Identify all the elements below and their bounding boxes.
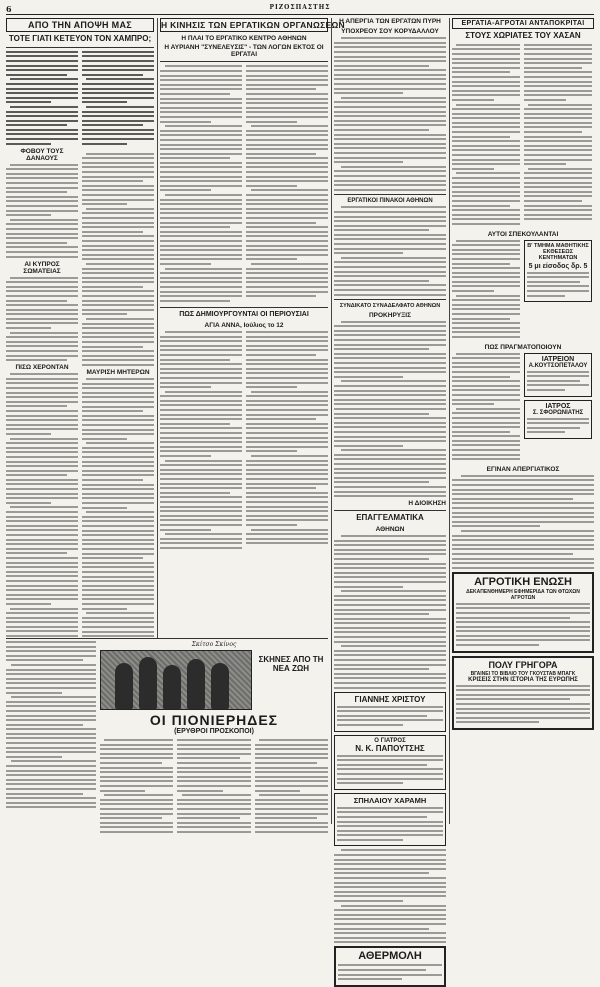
article-text [334,849,446,943]
article-text [452,240,520,341]
advertisement [524,240,592,303]
ad-title: ΠΟΛΥ ΓΡΗΓΟΡΑ [488,659,558,670]
ad-title: ΙΑΤΡΟΣ [545,402,571,410]
advertisement [452,656,594,730]
feature-side-title: ΣΚΗΝΕΣ ΑΠΟ ΤΗ ΝΕΑ ΖΩΗ [258,655,324,673]
ad-subtitle: ΒΓΑΙΝΕΙ ΤΟ ΒΙΒΛΙΟ ΤΟΥ ΓΚΟΥΣΤΑΒ ΜΠΑΓΚ [470,670,576,677]
article-text [334,321,446,498]
ad-name: ΑΘΕΡΜΟΛΗ [358,950,422,963]
article-headline: ΤΟΤΕ ΓΙΑΤΙ ΚΕΤΕΥΟΝ ΤΟΝ ΧΑΜΠΡΟ; [8,34,152,43]
subheading: ΠΙΣΩ ΧΕΡΟΝΤΑΝ [15,364,69,372]
article-text [255,739,328,835]
ad-name: Σ. ΣΦΟΡΩΝΙΑΤΗΣ [532,409,584,416]
article-headline: Η ΑΠΕΡΓΙΑ ΤΩΝ ΕΡΓΑΤΩΝ ΠΥΡΗ [339,18,441,25]
article-headline: ΠΩΣ ΔΗΜΙΟΥΡΓΟΥΝΤΑΙ ΟΙ ΠΕΡΙΟΥΣΙΑΙ [179,311,309,319]
section-heading: ΕΠΑΓΓΕΛΜΑΤΙΚΑ [356,513,424,523]
ad-subtitle: ΚΡΙΣΕΙΣ ΣΤΗΝ ΙΣΤΟΡΙΑ ΤΗΣ ΕΥΡΩΠΗΣ [468,676,578,683]
organizations-banner: Η ΚΙΝΗΣΙΣ ΤΩΝ ΕΡΓΑΤΙΚΩΝ ΟΡΓΑΝΩΣΕΩΝ [161,20,345,30]
article-text [82,51,154,145]
article-text [177,739,250,835]
ad-subtitle: ΔΕΚΑΠΕΝΘΗΜΕΡΗ ΕΦΗΜΕΡΙΔΑ ΤΩΝ ΦΤΩΧΩΝ ΑΓΡΟΤΩΝ [466,588,580,601]
article-text [100,739,173,835]
pioneers-feature [6,638,328,824]
lead-subheadline: Η ΑΥΡΙΑΝΗ "ΣΥΝΕΛΕΥΣΙΣ" - ΤΩΝ ΛΟΓΩΝ ΕΚΤΟΣ ΟΙ ΕΡΓΑΤΑΙ [164,44,324,59]
page-number: 6 [6,4,12,14]
article-text [452,353,520,463]
ad-name: Α.ΚΟΥΤΣΟΠΕΤΑΛΟΥ [528,362,588,369]
article-text [160,65,242,304]
subheading: ΑΙ ΚΥΠΡΟΣ ΣΩΜΑΤΕΙΑΣ [23,260,61,275]
advertisement [334,692,446,732]
subheading: ΜΑΥΡΙΣΗ ΜΗΤΕΡΩΝ [86,368,150,376]
ad-title: Ο ΓΙΑΤΡΟΣ [374,737,406,744]
subheading: ΑΥΤΟΙ ΣΠΕΚΟΥΛΑΝΤΑΙ [487,230,559,238]
advertisement [452,572,594,653]
advertisement [334,735,446,790]
article-headline: ΣΤΟΥΣ ΧΩΡΙΑΤΕΣ ΤΟΥ ΧΑΣΑΝ [465,31,581,40]
advertisement [524,353,592,397]
article-text [452,475,594,569]
column-5 [452,18,594,824]
advertisement [524,400,592,439]
ad-title: Β' ΤΜΗΜΑ ΜΑΘΗΤΙΚΗΣ ΕΚΘΕΣΕΩΣ ΚΕΝΤΗΜΑΤΩΝ [527,242,589,261]
article-text [334,206,446,295]
article-text [524,44,592,228]
lead-headline: Η ΠΛΑΙ ΤΟ ΕΡΓΑΤΙΚΟ ΚΕΝΤΡΟ ΑΘΗΝΩΝ [181,35,307,42]
ad-name: ΓΙΑΝΝΗΣ ΧΡΙΣΤΟΥ [354,694,426,704]
advertisement [334,793,446,847]
signature: Η ΔΙΟΙΚΗΣΗ [408,500,446,508]
subheading: ΦΟΒΟΥ ΤΟΥΣ ΔΑΝΑΟΥΣ [20,147,64,162]
feature-title: ΟΙ ΠΙΟΝΙΕΡΗΔΕΣ [149,712,279,728]
article-text [6,51,78,145]
correspondents-banner: ΕΡΓΑΤΙΑ-ΑΓΡΟΤΑΙ ΑΝΤΑΠΟΚΡΙΤΑΙ [452,18,594,29]
column-4 [334,18,446,963]
article-text [6,164,78,258]
newspaper-page [6,4,594,963]
subheading: ΠΩΣ ΠΡΑΓΜΑΤΟΠΟΙΟΥΝ [484,343,562,351]
article-headline: ΣΥΝΔΙΚΑΤΟ ΣΥΝΑΔΕΛΦΑΤΟ ΑΘΗΝΩΝ [339,302,441,309]
subheading: ΕΓΙΝΑΝ ΑΠΕΡΓΙΑΤΙΚΟΣ [486,465,560,473]
article-text [452,44,520,228]
advertisement [334,946,446,986]
article-text [334,37,446,191]
section-title: ΑΠΟ ΤΗΝ ΑΠΟΨΗ ΜΑΣ [6,18,154,32]
article-text [82,153,154,366]
sketch-caption: Σκίτσο Σκίνος [191,641,237,648]
ad-subtitle: 5 μι είσοδος δρ. 5 [528,262,588,270]
subheading: ΑΘΗΝΩΝ [375,526,405,534]
article-text [246,331,328,552]
dateline: ΑΓΙΑ ΑΝΝΑ, Ιούλιος το 12 [204,321,284,329]
subheading: ΥΠΟΧΡΕΟΥ ΣΟΥ ΚΟΡΥΔΑΛΛΟΥ [341,28,439,36]
ad-title: ΑΓΡΟΤΙΚΗ ΕΝΩΣΗ [474,575,572,588]
article-text [6,641,96,808]
article-text [334,535,446,689]
masthead [6,4,594,14]
pioneers-illustration [100,650,252,710]
ad-title: ΙΑΤΡΕΙΟΝ [541,355,575,363]
article-headline: ΕΡΓΑΤΙΚΟΙ ΠΙΝΑΚΟΙ ΑΘΗΝΩΝ [347,197,433,204]
article-text [160,331,242,552]
feature-subtitle: (ΕΡΥΘΡΟΙ ΠΡΟΣΚΟΠΟΙ) [174,728,254,736]
article-text [6,277,78,362]
ad-name: Ν. Κ. ΠΑΠΟΥΤΣΗΣ [355,743,425,753]
ad-name: ΣΠΗΛΑΙΟΥ ΧΑΡΑΜΗ [353,795,427,805]
paper-name: ΡΙΖΟΣΠΑΣΤΗΣ [269,4,331,11]
subheading: ΠΡΟΚΗΡΥΞΙΣ [368,311,412,319]
article-text [246,65,328,304]
